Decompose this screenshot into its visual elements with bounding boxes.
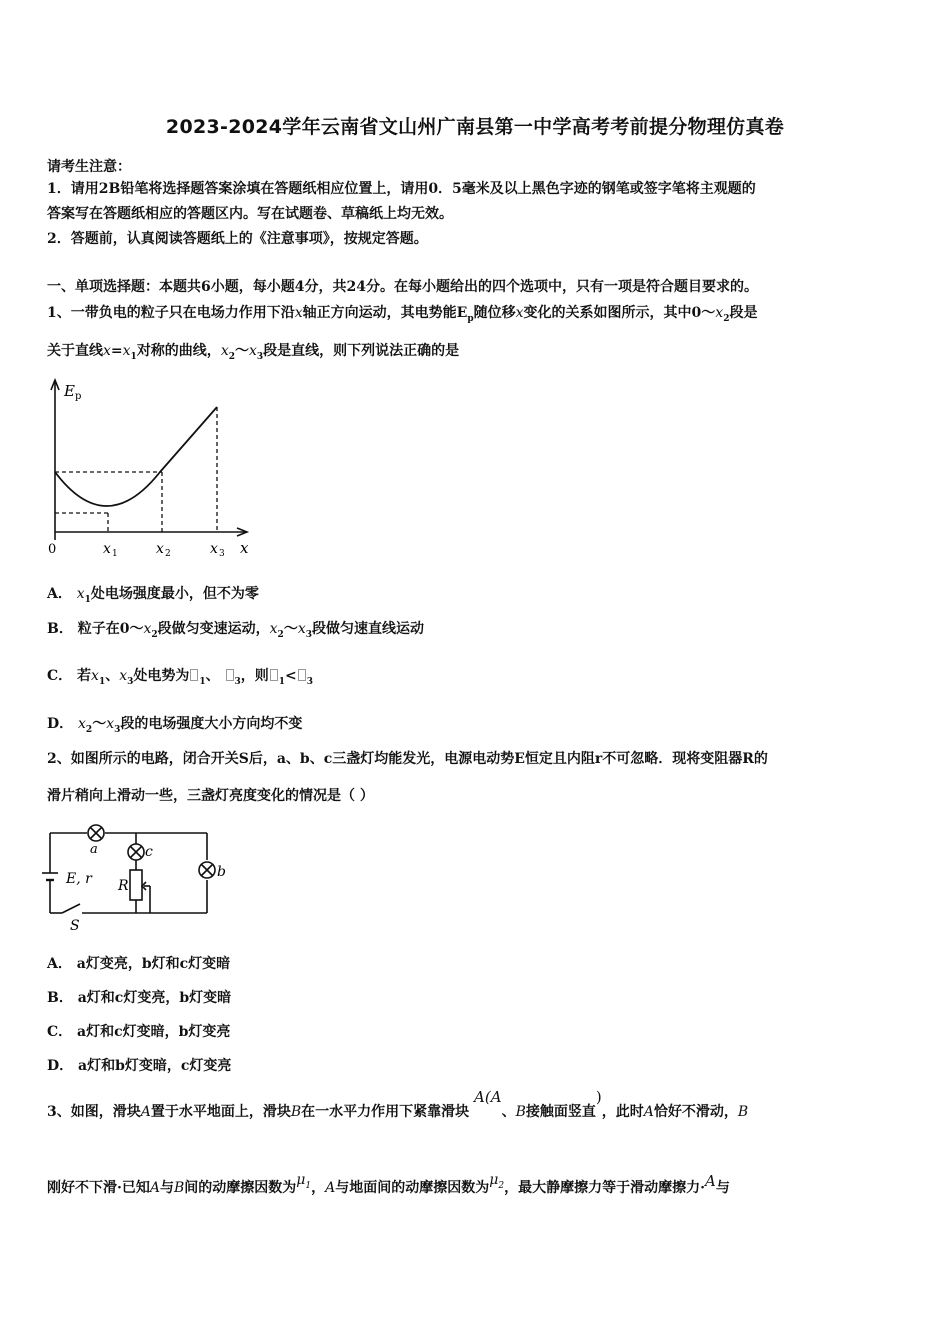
graph-tick-x3: x [210,541,218,557]
page-title: 2023-2024学年云南省文山州广南县第一中学高考考前提分物理仿真卷 [165,116,785,138]
q2-option-c: C． a灯和c灯变暗，b灯变亮 [47,1024,231,1040]
graph-xlabel: x [240,539,249,557]
switch-label: S [70,918,80,933]
circuit-diagram [40,818,240,933]
q1-option-d: D． $x_2\sim x_3$段的电场强度大小方向均不变 [47,716,303,735]
q1-stem-line-1: 1、一带负电的粒子只在电场力作用下沿x轴正方向运动，其电势能$E_p$随位移x变化的关系如图所示，其中$0\sim x_2$段是 [47,305,758,324]
lamp-a-label: a [90,842,98,857]
lamp-c-label: c [145,844,153,860]
graph-tick-x1: x [103,541,111,557]
notice-line-1: 1．请用2B铅笔将选择题答案涂填在答题纸相应位置上，请用0．5毫米及以上黑色字迹的钢笔或签字笔将主观题的 [47,181,756,197]
q2-option-a: A． a灯变亮，b灯和c灯变暗 [47,956,231,972]
q1-stem-line-2: 关于直线$x=x_1$对称的曲线，$x_2\sim x_3$段是直线，则下列说法正确的是 [47,343,460,362]
graph-origin: 0 [48,542,57,557]
notice-heading: 请考生注意： [47,159,131,175]
graph-tick-x2: x [156,541,164,557]
graph-ylabel-sub: p [75,391,82,402]
phi-placeholder-icon [226,669,234,681]
phi-placeholder-icon [190,669,198,681]
lamp-b-label: b [217,864,226,880]
q2-option-d: D． a灯和b灯变暗，c灯变亮 [47,1058,232,1074]
phi-placeholder-icon [298,669,306,681]
emf-label: E, r [66,871,92,887]
notice-line-2: 答案写在答题纸相应的答题区内。写在试题卷、草稿纸上均无效。 [47,206,453,222]
graph-tick-x3-sub: 3 [219,549,225,559]
graph-ylabel: E [64,382,75,400]
rheostat-label: R [118,878,129,894]
graph-tick-x2-sub: 2 [165,549,171,559]
ep-x-graph [40,370,270,565]
section-heading: 一、单项选择题：本题共6小题，每小题4分，共24分。在每小题给出的四个选项中，只有一项是符合题目要求的。 [47,279,758,295]
phi-placeholder-icon [270,669,278,681]
q1-option-c: C． 若$x_1$、$x_3$处电势为 $_1$、 $_3$，则 $_1$< $_3$ [47,668,314,687]
q2-stem-line-2: 滑片稍向上滑动一些，三盏灯亮度变化的情况是（ ） [47,788,374,804]
q1-option-b: B． 粒子在$0\sim x_2$段做匀变速运动，$x_2\sim x_3$段做匀速直线运动 [47,621,424,640]
q3-stem-line-1: 3、如图，滑块A置于水平地面上，滑块B在一水平力作用下紧靠滑块 A(A、B接触面竖直)，此时A恰好不滑动，B [47,1088,749,1120]
q3-stem-line-2: 刚好不下滑·已知A与B间的动摩擦因数为$\mu_1$，A与地面间的动摩擦因数为$\mu_2$，最大静摩擦力等于滑动摩擦力·A与 [47,1172,730,1196]
q1-option-a: A． $x_1$处电场强度最小，但不为零 [47,586,259,605]
q2-option-b: B． a灯和c灯变亮，b灯变暗 [47,990,232,1006]
q2-stem-line-1: 2、如图所示的电路，闭合开关S后，a、b、c三盏灯均能发光，电源电动势E恒定且内阻r不可忽略．现将变阻器R的 [47,751,768,767]
notice-line-3: 2．答题前，认真阅读答题纸上的《注意事项》，按规定答题。 [47,231,428,247]
graph-tick-x1-sub: 1 [112,549,118,559]
